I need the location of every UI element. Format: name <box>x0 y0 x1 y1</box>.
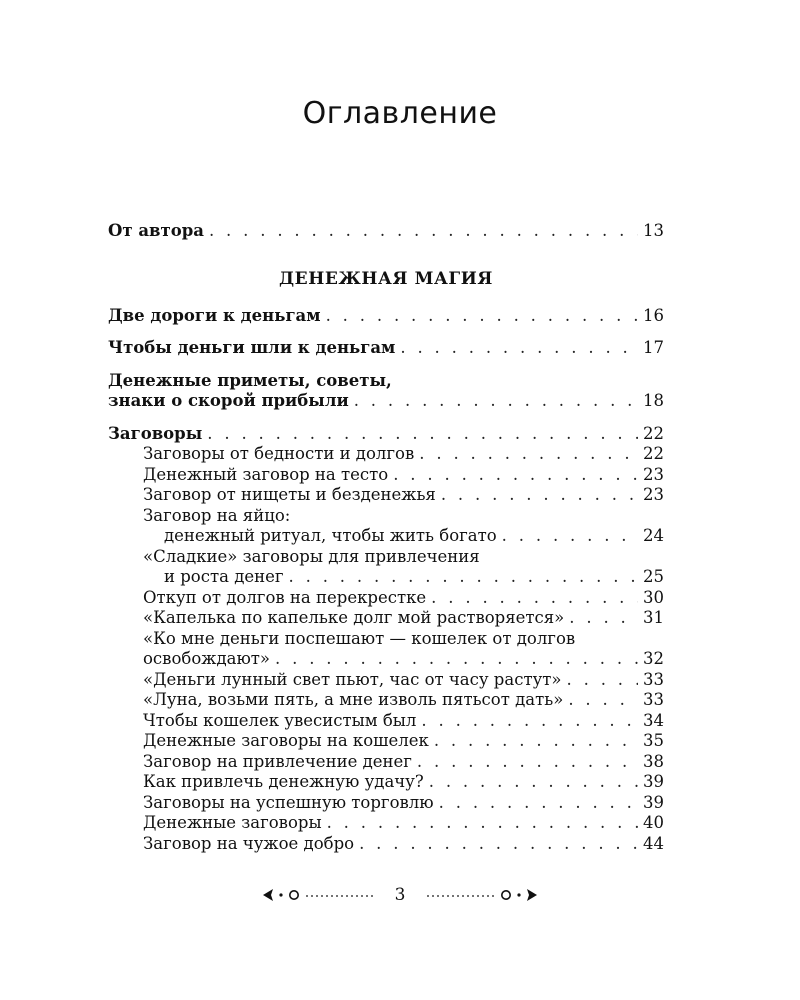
toc-entry-page: 34 <box>643 710 664 730</box>
toc-entry-page: 30 <box>643 587 664 607</box>
dot-leader <box>431 588 638 609</box>
toc-subentry[interactable] <box>108 588 664 609</box>
toc-entry-page: 17 <box>643 338 664 357</box>
toc-entry-page: 33 <box>643 669 664 689</box>
toc-subentry[interactable] <box>108 752 664 773</box>
toc-entry[interactable] <box>108 306 664 327</box>
dot-leader <box>568 690 638 711</box>
toc-entry-page: 33 <box>643 690 664 709</box>
toc-entry-page: 32 <box>643 649 664 668</box>
toc-entry-page: 31 <box>643 608 664 627</box>
dot-leader <box>419 444 638 465</box>
toc-subentry[interactable] <box>108 834 664 855</box>
toc-entry-label: Откуп от долгов на перекрестке <box>143 587 427 607</box>
toc-subentry[interactable] <box>108 670 664 691</box>
toc-entry-label: Денежные приметы, советы, <box>108 370 392 390</box>
toc-subentry[interactable] <box>108 444 664 465</box>
toc-entry-page: 39 <box>643 792 664 812</box>
dot-leader <box>327 813 638 834</box>
toc-entry-label: «Ко мне деньги поспешают — кошелек от долгов <box>143 628 576 648</box>
dot-leader <box>569 608 638 629</box>
toc-entry-label: «Сладкие» заговоры для привлечения <box>143 546 480 566</box>
toc-entry-label: Заговор на привлечение денег <box>143 751 412 771</box>
toc-entry[interactable] <box>108 221 664 242</box>
toc-subentry[interactable] <box>108 608 664 629</box>
toc-entry-page: 24 <box>643 526 664 545</box>
dot-leader <box>441 485 638 506</box>
toc-entry-label: «Деньги лунный свет пьют, час от часу растут» <box>143 669 562 689</box>
toc-entry-label: денежный ритуал, чтобы жить богато <box>164 526 497 545</box>
dot-leader <box>567 670 638 691</box>
toc-subentry[interactable] <box>108 506 664 547</box>
toc-entry-label: От автора <box>108 221 204 240</box>
page-number: 3 <box>394 885 406 905</box>
dot-leader <box>209 221 638 242</box>
toc-subentry[interactable] <box>108 711 664 732</box>
dot-leader <box>207 424 638 445</box>
toc-entry-label: освобождают» <box>143 649 271 668</box>
toc-entry-label: Заговоры от бедности и долгов <box>143 444 415 463</box>
toc-entry-label: Заговор на яйцо: <box>143 505 291 525</box>
toc-entry[interactable] <box>108 371 664 412</box>
dot-leader <box>417 752 638 773</box>
toc-entry-label: Как привлечь денежную удачу? <box>143 772 424 791</box>
toc-subentry[interactable] <box>108 690 664 711</box>
toc-entry-label: Денежные заговоры на кошелек <box>143 731 429 750</box>
toc-entry-label: «Луна, возьми пять, а мне изволь пятьсот дать» <box>143 690 564 709</box>
toc-entry-page: 22 <box>643 423 664 443</box>
dot-leader <box>275 649 638 670</box>
table-of-contents <box>108 221 664 854</box>
toc-entry-label: Чтобы деньги шли к деньгам <box>108 338 396 357</box>
dot-leader <box>359 834 638 855</box>
dot-leader <box>502 526 638 547</box>
toc-entry-label: Денежный заговор на тесто <box>143 464 389 484</box>
toc-entry-page: 38 <box>643 751 664 771</box>
toc-subentry[interactable] <box>108 793 664 814</box>
toc-entry-label: Заговор от нищеты и безденежья <box>143 485 436 504</box>
dot-leader <box>326 306 638 327</box>
toc-entry-page: 44 <box>643 833 664 853</box>
toc-entry-page: 13 <box>643 221 664 240</box>
ornament-icon <box>261 885 381 905</box>
dot-leader <box>400 338 638 359</box>
toc-entry-label: Заговор на чужое добро <box>143 833 355 853</box>
toc-entry-label: Чтобы кошелек увесистым был <box>143 710 417 730</box>
toc-entry-page: 40 <box>643 813 664 832</box>
toc-entry-page: 35 <box>643 731 664 750</box>
toc-entry-page: 39 <box>643 772 664 791</box>
toc-entry-label: Две дороги к деньгам <box>108 305 321 325</box>
toc-entry-label: знаки о скорой прибыли <box>108 391 349 410</box>
dot-leader <box>421 711 638 732</box>
dot-leader <box>354 391 638 412</box>
toc-entry-page: 18 <box>643 391 664 410</box>
toc-entry[interactable] <box>108 424 664 445</box>
toc-entry-page: 23 <box>643 464 664 484</box>
toc-subentry[interactable] <box>108 629 664 670</box>
toc-subentry[interactable] <box>108 547 664 588</box>
toc-subentry[interactable] <box>108 813 664 834</box>
toc-subentry[interactable] <box>108 731 664 752</box>
page-title: Оглавление <box>302 96 498 131</box>
toc-entry[interactable] <box>108 338 664 359</box>
toc-subentry[interactable] <box>108 465 664 486</box>
toc-subentry[interactable] <box>108 485 664 506</box>
toc-entry-page: 23 <box>643 485 664 504</box>
dot-leader <box>429 772 638 793</box>
toc-entry-label: Заговоры <box>108 423 203 443</box>
toc-entry-page: 16 <box>643 305 664 325</box>
toc-entry-page: 25 <box>643 567 664 586</box>
ornament-icon <box>419 885 539 905</box>
toc-entry-page: 22 <box>643 444 664 463</box>
toc-entry-label: «Капелька по капельке долг мой растворяется» <box>143 608 565 627</box>
toc-entry-label: Заговоры на успешную торговлю <box>143 792 434 812</box>
dot-leader <box>434 731 638 752</box>
dot-leader <box>439 793 638 814</box>
toc-entry-label: и роста денег <box>164 567 284 586</box>
section-heading: ДЕНЕЖНАЯ МАГИЯ <box>278 268 494 289</box>
dot-leader <box>393 465 638 486</box>
toc-entry-label: Денежные заговоры <box>143 813 322 832</box>
toc-subentry[interactable] <box>108 772 664 793</box>
dot-leader <box>289 567 638 588</box>
page-footer <box>0 882 800 908</box>
